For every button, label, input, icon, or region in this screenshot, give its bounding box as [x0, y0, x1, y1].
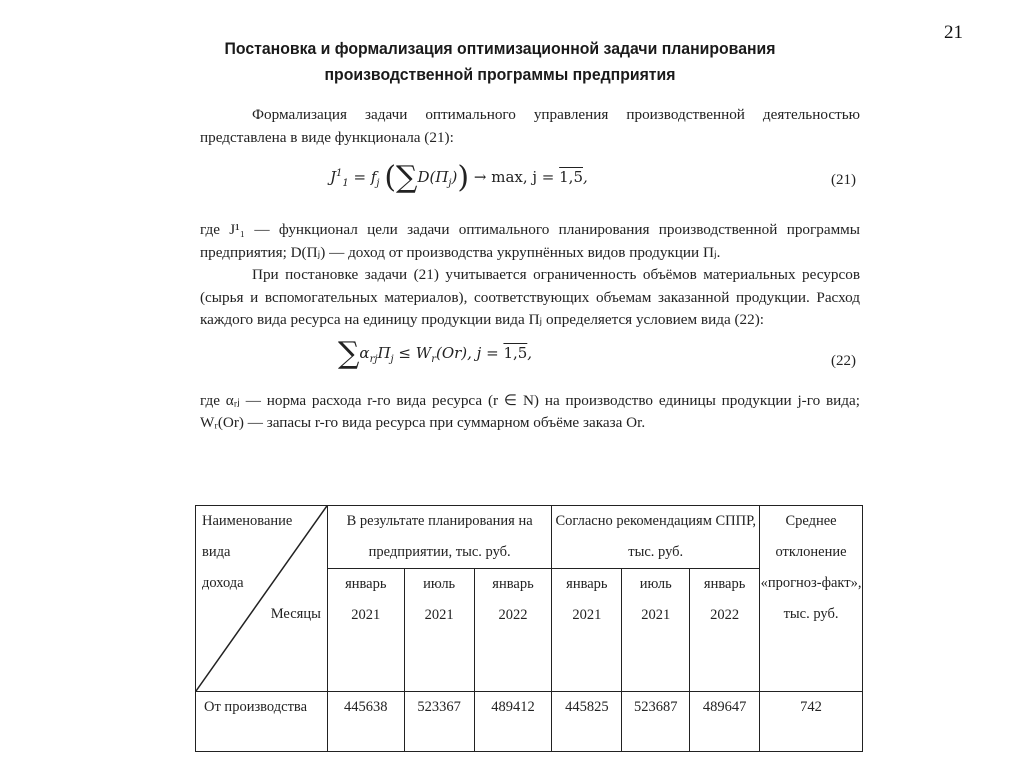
table-row	[196, 692, 863, 752]
title-line-1: Постановка и формализация оптимизационной задачи планирования	[224, 39, 776, 58]
table-cell: 445638	[327, 692, 404, 752]
header-deviation: Среднее отклонение «прогноз-факт», тыс. руб.	[760, 506, 863, 692]
paragraph-definition-j: где J¹₁ — функционал цели задачи оптимального планирования производственной программы предприятия; D(Πⱼ) — доход от производства укрупнённых видов продукции Πⱼ.	[200, 221, 860, 261]
title-line-2: производственной программы предприятия	[324, 65, 676, 84]
table-cell: 489412	[474, 692, 552, 752]
header-group-planning: В результате планирования на предприятии, тыс. руб.	[327, 506, 552, 569]
table-cell: 489647	[690, 692, 760, 752]
paragraph-intro: Формализация задачи оптимального управления производственной деятельностью представлена в виде функционала (21):	[200, 106, 860, 146]
header-month: июль 2021	[622, 569, 690, 692]
formula-21-number: (21)	[831, 172, 856, 188]
formula-21-expression: $J^1_1 = f_j$ $(\sum D(\Pi_j)) \to \max$, j = 1,5,	[330, 159, 588, 195]
header-month: январь 2021	[327, 569, 404, 692]
header-month: январь 2021	[552, 569, 622, 692]
deviation-cell: 742	[760, 692, 863, 752]
paragraph-constraints: При постановке задачи (21) учитывается ограниченность объёмов материальных ресурсов (сырья и вспомогательных материалов), соответствующих объемам заказанной продукции. Расход каждого вида ресурса на единицу продукции вида Πⱼ определяется условием вида (22):	[200, 266, 860, 328]
formula-22-number: (22)	[831, 352, 856, 369]
row-label: От производства	[196, 692, 328, 752]
header-month: июль 2021	[404, 569, 474, 692]
formula-21	[200, 149, 860, 219]
slide-title	[147, 36, 854, 88]
header-group-sppr: Согласно рекомендациям СППР, тыс. руб.	[552, 506, 760, 569]
formula-22	[200, 332, 860, 390]
header-month: январь 2022	[474, 569, 552, 692]
corner-header-cell: Наименование вида дохода Месяцы	[196, 506, 328, 692]
paragraph-definition-alpha: где αᵣⱼ — норма расхода r-го вида ресурса (r ∈ N) на производство единицы продукции j-го вида; Wᵣ(Or) — запасы r-го вида ресурса при суммарном объёме заказа Or.	[200, 391, 860, 431]
document-body	[200, 104, 860, 435]
income-table	[195, 505, 863, 752]
table-cell: 523687	[622, 692, 690, 752]
table-cell: 445825	[552, 692, 622, 752]
formula-22-expression: $\sum\alpha_{rj}\Pi_j \le W_r(Or)$, j = 1,5,	[338, 335, 533, 371]
header-month: январь 2022	[690, 569, 760, 692]
page-number: 21	[944, 22, 963, 43]
table-cell: 523367	[404, 692, 474, 752]
